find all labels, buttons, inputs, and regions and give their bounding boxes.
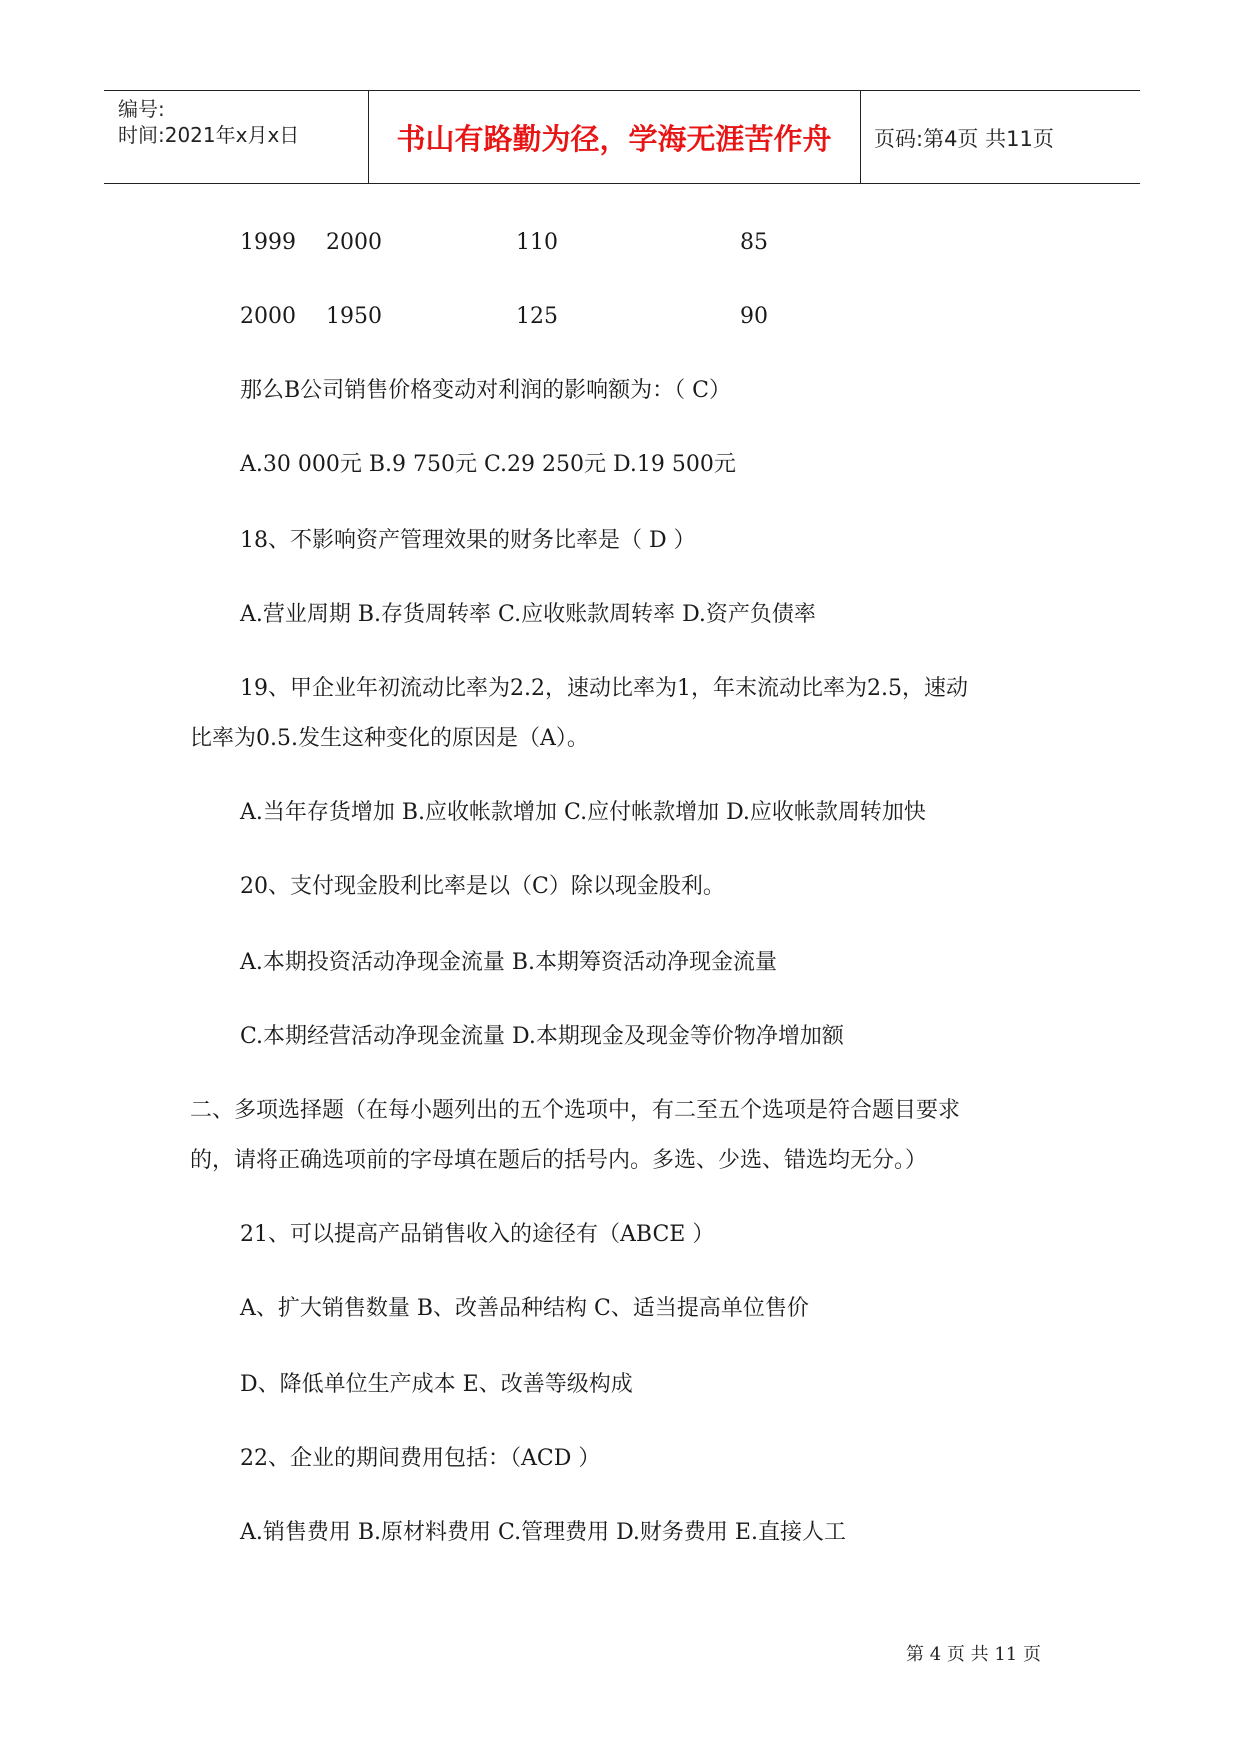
question-19-continued: 比率为0.5.发生这种变化的原因是（A）。	[190, 726, 589, 751]
section-heading: 二、多项选择题（在每小题列出的五个选项中，有二至五个选项是符合题目要求	[190, 1098, 961, 1123]
document-number-label: 编号:	[118, 97, 165, 121]
table-cell: 90	[740, 304, 768, 329]
answer-options: A.30 000元 B.9 750元 C.29 250元 D.19 500元	[240, 452, 736, 477]
table-cell: 2000	[240, 304, 296, 329]
question-18: 18、不影响资产管理效果的财务比率是（ D ）	[240, 528, 696, 553]
answer-options: A.营业周期 B.存货周转率 C.应收账款周转率 D.资产负债率	[240, 602, 816, 627]
section-heading-continued: 的，请将正确选项前的字母填在题后的括号内。多选、少选、错选均无分。）	[190, 1148, 928, 1173]
table-cell: 2000	[326, 230, 382, 255]
table-row	[0, 230, 1241, 264]
page-footer: 第 4 页 共 11 页	[906, 1644, 1041, 1665]
question-20: 20、支付现金股利比率是以（C）除以现金股利。	[240, 874, 725, 899]
header-slogan: 书山有路勤为径，学海无涯苦作舟	[396, 122, 832, 156]
header-slogan-cell	[368, 91, 861, 183]
question-19: 19、甲企业年初流动比率为2.2，速动比率为1，年末流动比率为2.5，速动	[240, 676, 968, 701]
header-meta-cell	[104, 91, 369, 183]
table-cell: 85	[740, 230, 768, 255]
header-page-number: 页码:第4页 共11页	[874, 127, 1054, 151]
answer-options: C.本期经营活动净现金流量 D.本期现金及现金等价物净增加额	[240, 1024, 844, 1049]
page-header	[104, 90, 1140, 184]
table-cell: 1950	[326, 304, 382, 329]
answer-options: A、扩大销售数量 B、改善品种结构 C、适当提高单位售价	[240, 1296, 809, 1321]
question-text: 那么B公司销售价格变动对利润的影响额为：（ C）	[240, 378, 731, 403]
table-row	[0, 304, 1241, 338]
table-cell: 125	[516, 304, 558, 329]
table-cell: 1999	[240, 230, 296, 255]
answer-options: A.销售费用 B.原材料费用 C.管理费用 D.财务费用 E.直接人工	[240, 1520, 846, 1545]
answer-options: D、降低单位生产成本 E、改善等级构成	[240, 1372, 633, 1397]
answer-options: A.本期投资活动净现金流量 B.本期筹资活动净现金流量	[240, 950, 778, 975]
header-page-cell	[860, 91, 1140, 183]
question-22: 22、企业的期间费用包括：（ACD ）	[240, 1446, 601, 1471]
table-cell: 110	[516, 230, 558, 255]
answer-options: A.当年存货增加 B.应收帐款增加 C.应付帐款增加 D.应收帐款周转加快	[240, 800, 926, 825]
question-21: 21、可以提高产品销售收入的途径有（ABCE ）	[240, 1222, 715, 1247]
document-time-label: 时间:2021年x月x日	[118, 123, 300, 147]
